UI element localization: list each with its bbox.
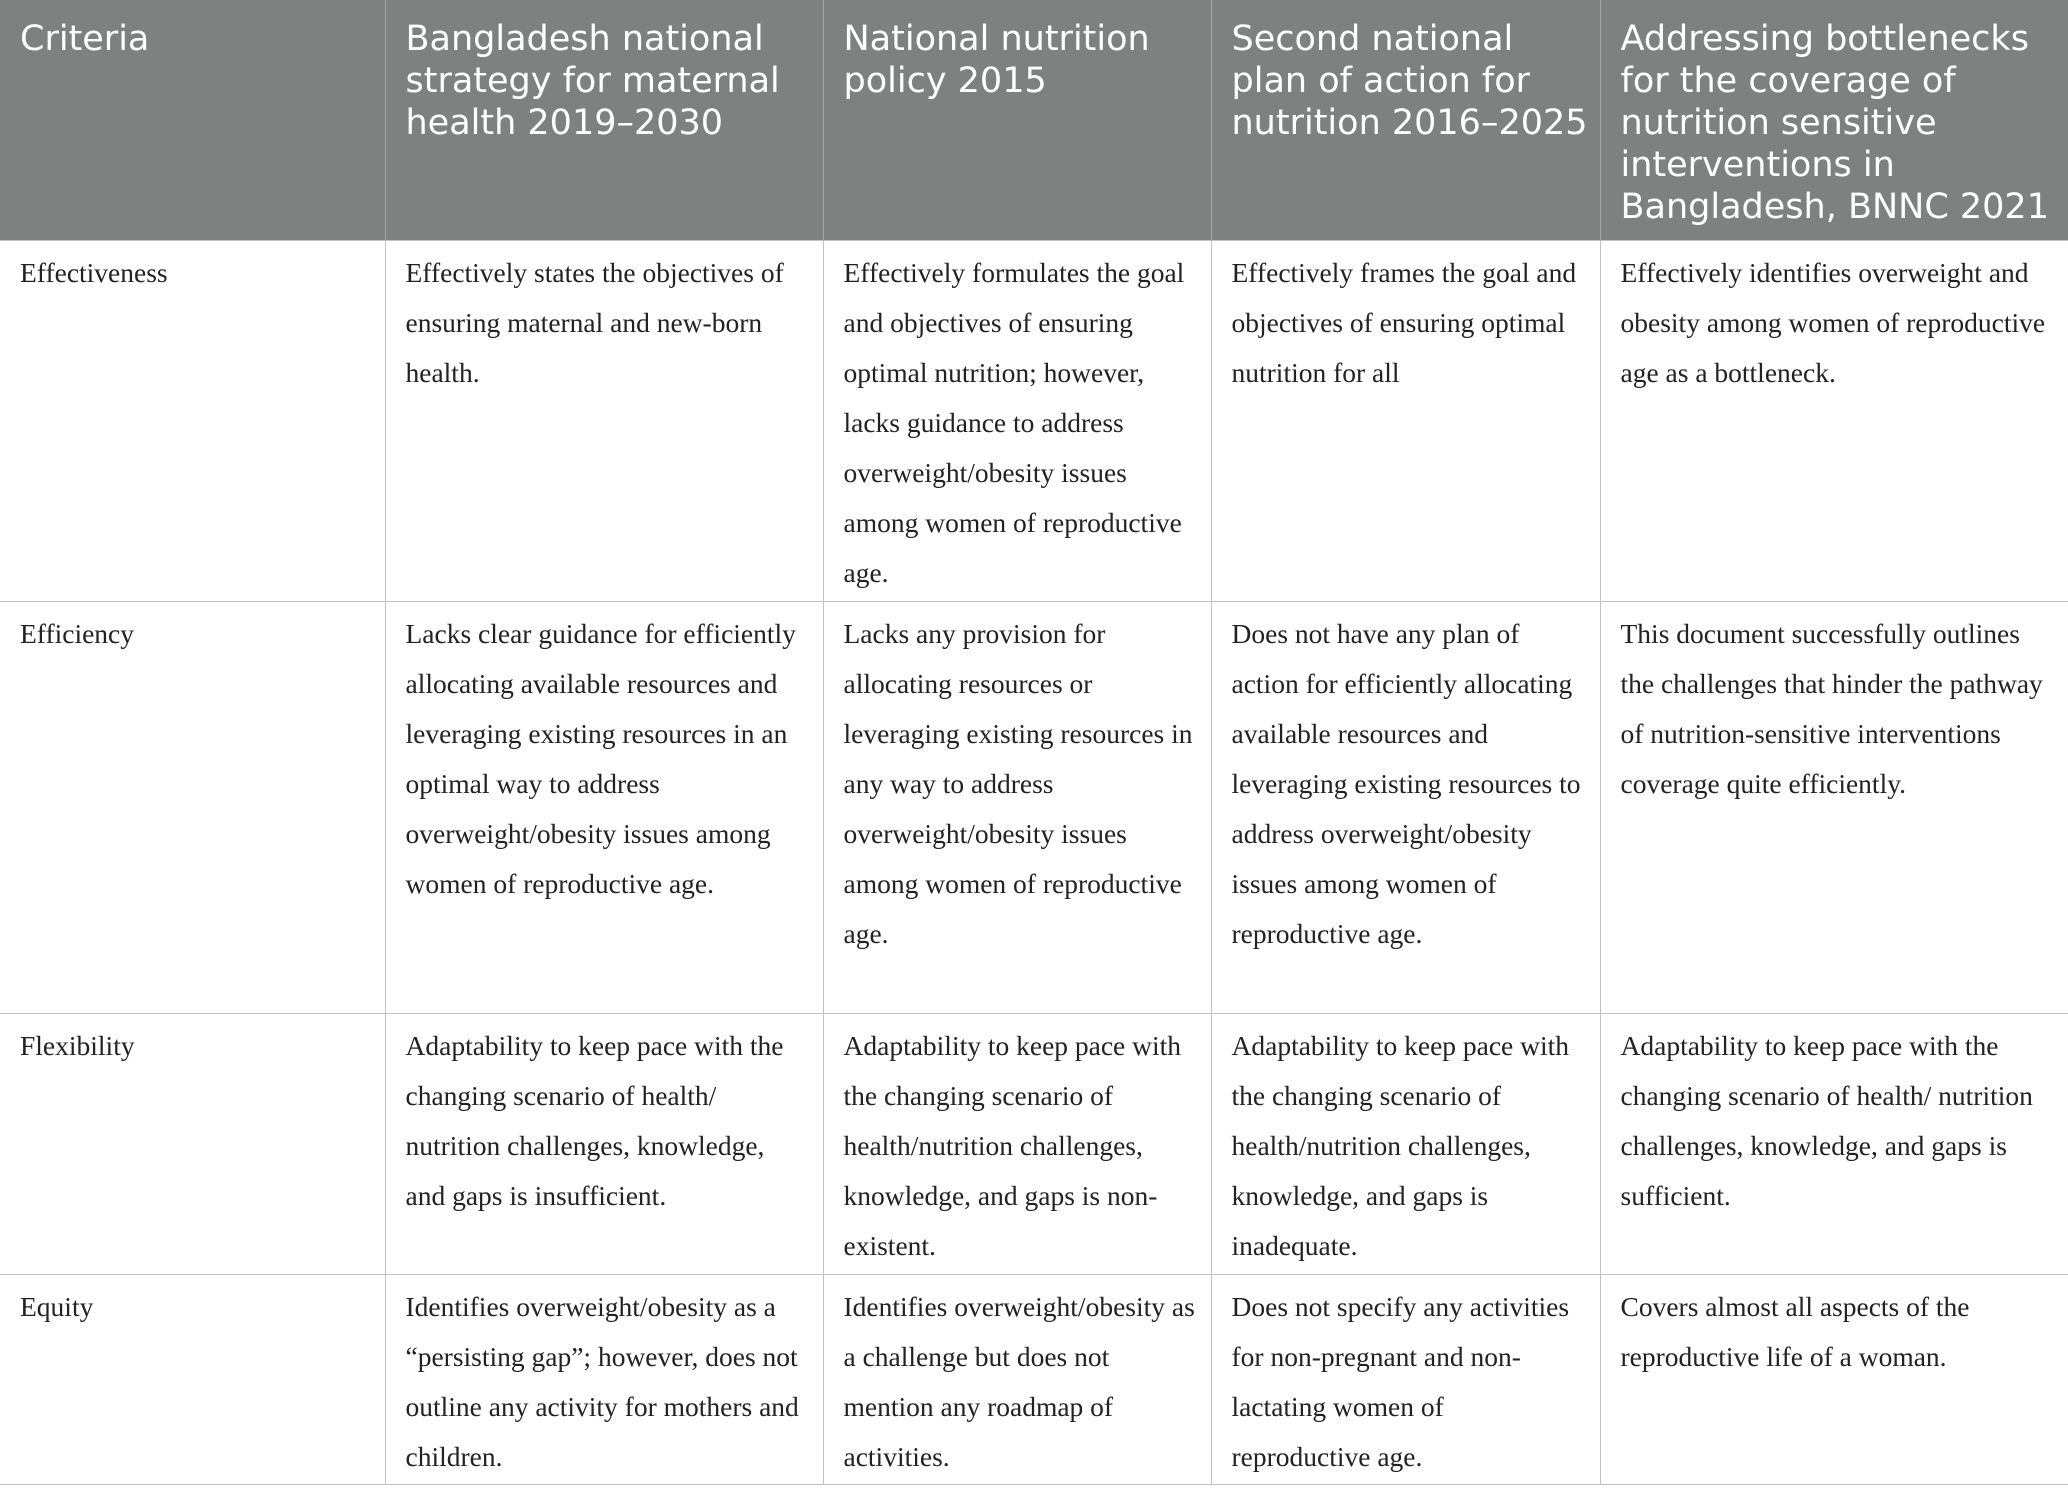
- criterion-cell: Flexibility: [0, 1013, 385, 1274]
- header-bnnc-bottlenecks: Addressing bottlenecks for the coverage of nutrition sensitive interventions in Bangladesh, BNNC 2021: [1600, 0, 2068, 240]
- criterion-cell: Effectiveness: [0, 240, 385, 601]
- table-row: [0, 1274, 2068, 1484]
- table-cell: Covers almost all aspects of the reproductive life of a woman.: [1600, 1274, 2068, 1484]
- criterion-cell: Equity: [0, 1274, 385, 1484]
- table-cell: Identifies overweight/obesity as a “persisting gap”; however, does not outline any activity for mothers and children.: [385, 1274, 823, 1484]
- table-cell: Effectively identifies overweight and obesity among women of reproductive age as a bottleneck.: [1600, 240, 2068, 601]
- table-cell: Does not have any plan of action for efficiently allocating available resources and leveraging existing resources to address overweight/obesity issues among women of reproductive age.: [1211, 601, 1600, 1013]
- table-cell: Lacks clear guidance for efficiently allocating available resources and leveraging existing resources in an optimal way to address overweight/obesity issues among women of reproductive age.: [385, 601, 823, 1013]
- header-maternal-health-strategy: Bangladesh national strategy for maternal health 2019–2030: [385, 0, 823, 240]
- table-cell: Adaptability to keep pace with the changing scenario of health/ nutrition challenges, knowledge, and gaps is insufficient.: [385, 1013, 823, 1274]
- table-cell: This document successfully outlines the challenges that hinder the pathway of nutrition-sensitive interventions coverage quite efficiently.: [1600, 601, 2068, 1013]
- table-cell: Adaptability to keep pace with the changing scenario of health/ nutrition challenges, knowledge, and gaps is sufficient.: [1600, 1013, 2068, 1274]
- table-body: [0, 240, 2068, 1484]
- header-nutrition-policy: National nutrition policy 2015: [823, 0, 1211, 240]
- criterion-cell: Efficiency: [0, 601, 385, 1013]
- table-cell: Does not specify any activities for non-pregnant and non-lactating women of reproductive age.: [1211, 1274, 1600, 1484]
- table-cell: Identifies overweight/obesity as a challenge but does not mention any roadmap of activities.: [823, 1274, 1211, 1484]
- table-row: [0, 1013, 2068, 1274]
- table-header: [0, 0, 2068, 240]
- table-cell: Effectively formulates the goal and objectives of ensuring optimal nutrition; however, lacks guidance to address overweight/obesity issues among women of reproductive age.: [823, 240, 1211, 601]
- table-cell: Effectively states the objectives of ensuring maternal and new-born health.: [385, 240, 823, 601]
- header-criteria: Criteria: [0, 0, 385, 240]
- table-cell: Lacks any provision for allocating resources or leveraging existing resources in any way to address overweight/obesity issues among women of reproductive age.: [823, 601, 1211, 1013]
- table-cell: Adaptability to keep pace with the changing scenario of health/nutrition challenges, knowledge, and gaps is inadequate.: [1211, 1013, 1600, 1274]
- table-cell: Effectively frames the goal and objectives of ensuring optimal nutrition for all: [1211, 240, 1600, 601]
- header-plan-of-action: Second national plan of action for nutrition 2016–2025: [1211, 0, 1600, 240]
- table-row: [0, 240, 2068, 601]
- table-cell: Adaptability to keep pace with the changing scenario of health/nutrition challenges, knowledge, and gaps is non-existent.: [823, 1013, 1211, 1274]
- header-row: [0, 0, 2068, 240]
- table-row: [0, 601, 2068, 1013]
